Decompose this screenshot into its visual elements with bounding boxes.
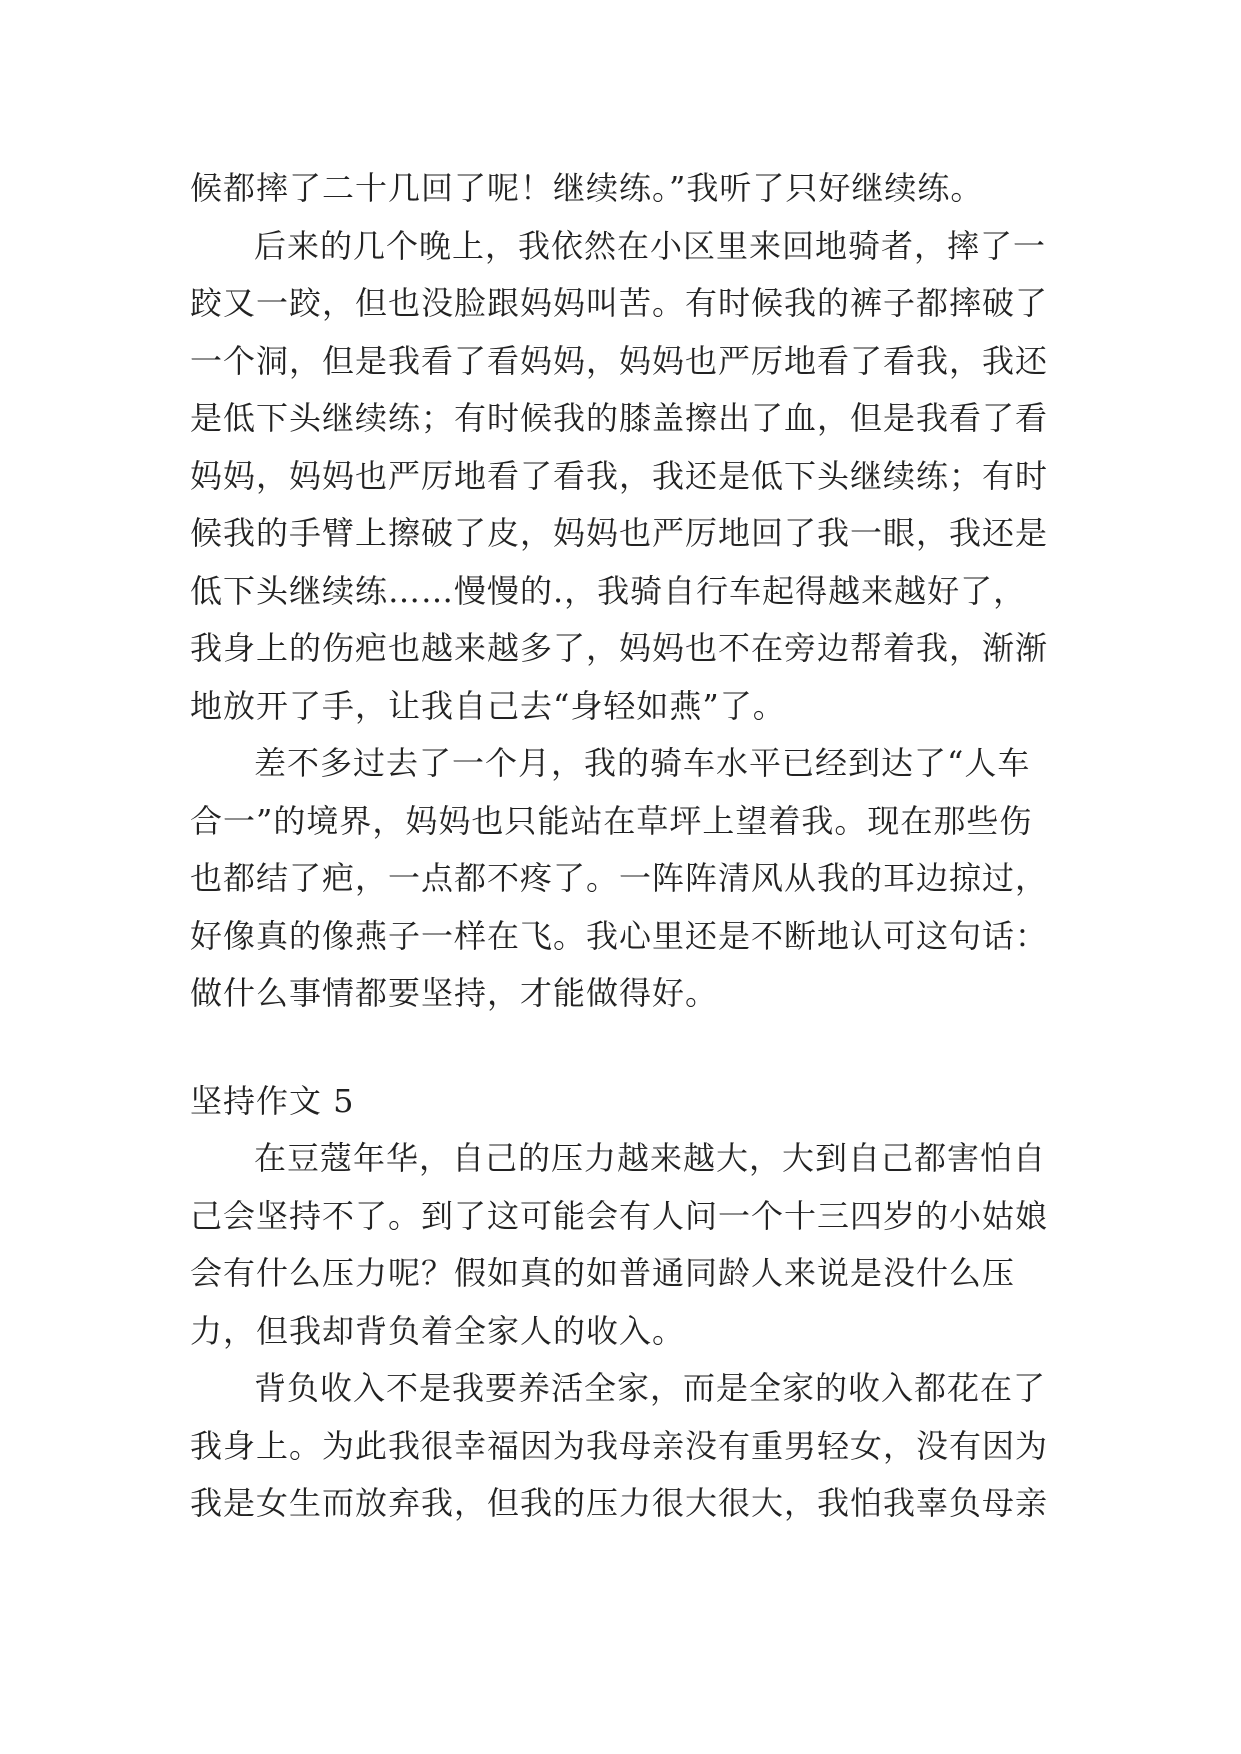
paragraph-4 (190, 1130, 1070, 1360)
text-line: 好像真的像燕子一样在飞。我心里还是不断地认可这句话： (190, 916, 1049, 955)
text-line: 我身上。为此我很幸福因为我母亲没有重男轻女，没有因为 (190, 1426, 1049, 1465)
text-line: 我是女生而放弃我，但我的压力很大很大，我怕我辜负母亲 (190, 1484, 1049, 1522)
text-line: 妈妈，妈妈也严厉地看了看我，我还是低下头继续练；有时 (190, 456, 1049, 495)
text-line: 地放开了手，让我自己去“身轻如燕”了。 (190, 686, 786, 725)
text-line: 后来的几个晚上，我依然在小区里来回地骑者，摔了一 (254, 226, 1047, 265)
text-line: 候我的手臂上擦破了皮，妈妈也严厉地回了我一眼，我还是 (190, 514, 1049, 552)
paragraph-1 (190, 160, 1070, 218)
text-line: 候都摔了二十几回了呢！继续练。”我听了只好继续练。 (190, 169, 984, 207)
section-title: 坚持作文 5 (190, 1081, 355, 1120)
text-line: 会有什么压力呢？假如真的如普通同龄人来说是没什么压 (190, 1254, 1016, 1292)
text-line: 一个洞，但是我看了看妈妈，妈妈也严厉地看了看我，我还 (190, 341, 1049, 380)
paragraph-2 (190, 218, 1070, 736)
text-line: 力，但我却背负着全家人的收入。 (190, 1311, 686, 1350)
text-line: 差不多过去了一个月，我的骑车水平已经到达了“人车 (254, 744, 1031, 782)
document-body (190, 160, 1070, 1533)
paragraph-5 (190, 1360, 1070, 1533)
text-line: 己会坚持不了。到了这可能会有人问一个十三四岁的小姑娘 (190, 1196, 1049, 1235)
section-gap (190, 1023, 1070, 1073)
text-line: 是低下头继续练；有时候我的膝盖擦出了血，但是我看了看 (190, 399, 1049, 437)
text-line: 我身上的伤疤也越来越多了，妈妈也不在旁边帮着我，渐渐 (190, 629, 1049, 667)
text-line: 在豆蔻年华，自己的压力越来越大，大到自己都害怕自 (254, 1139, 1047, 1177)
text-line: 合一”的境界，妈妈也只能站在草坪上望着我。现在那些伤 (190, 801, 1033, 840)
text-line: 低下头继续练……慢慢的.，我骑自行车起得越来越好了， (190, 571, 1027, 610)
paragraph-3 (190, 735, 1070, 1023)
text-line: 也都结了疤，一点都不疼了。一阵阵清风从我的耳边掠过， (190, 859, 1049, 897)
text-line: 做什么事情都要坚持，才能做得好。 (190, 974, 719, 1012)
text-line: 背负收入不是我要养活全家，而是全家的收入都花在了 (254, 1369, 1047, 1407)
text-line: 跤又一跤，但也没脸跟妈妈叫苦。有时候我的裤子都摔破了 (190, 284, 1049, 322)
